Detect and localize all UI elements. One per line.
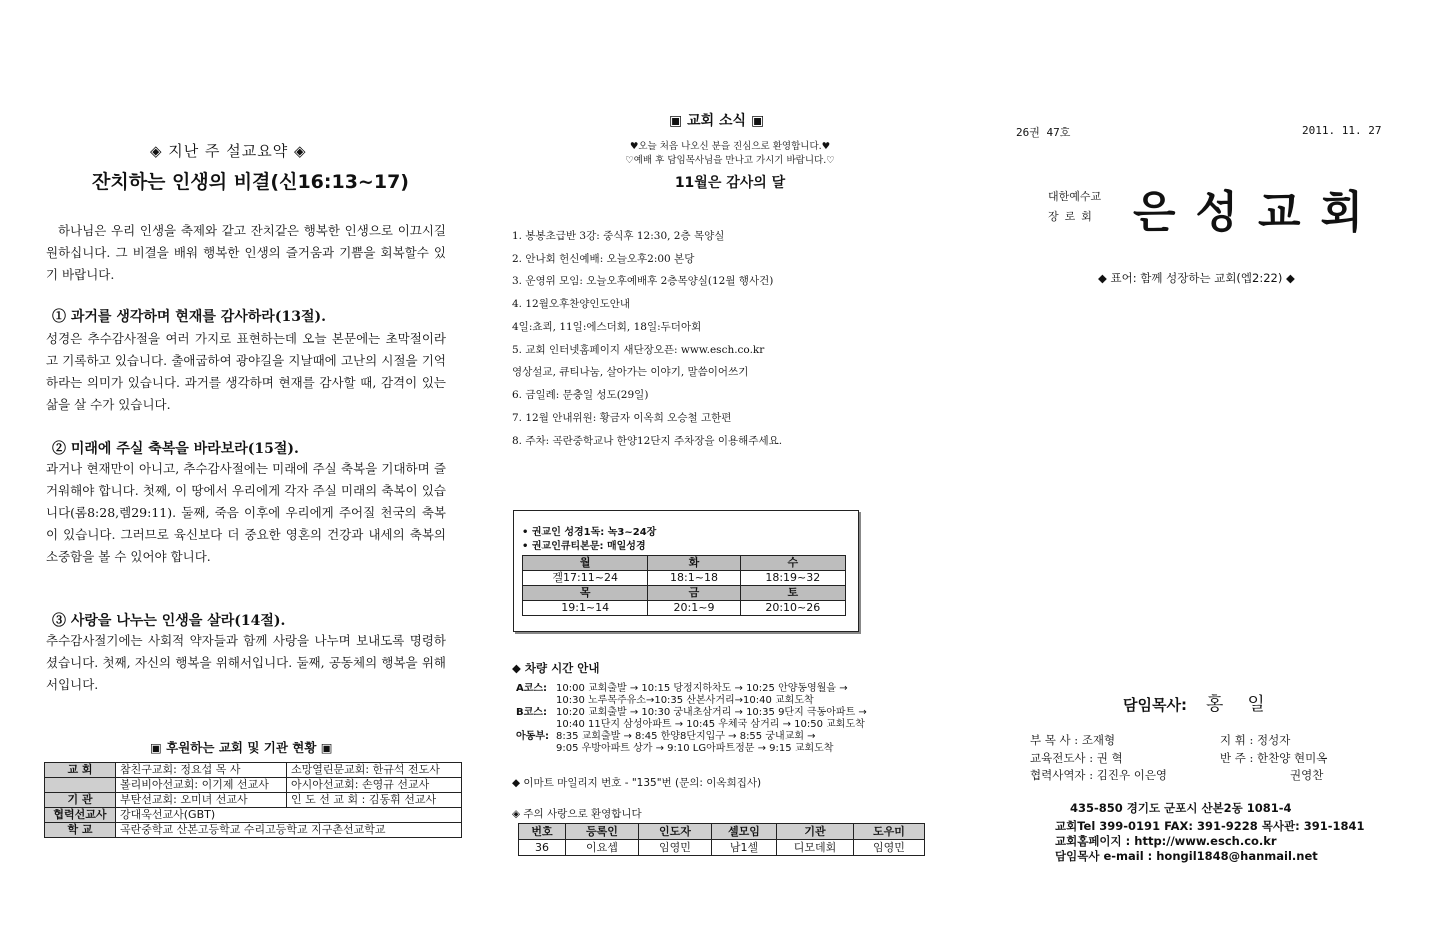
church-motto: ◆ 표어: 함께 성장하는 교회(엡2:22) ◆ [1098, 271, 1295, 285]
reading-passage: 겔17:11~24 [523, 571, 648, 586]
day-header: 목 [523, 586, 648, 601]
news-item: 7. 12월 안내위원: 황금자 이옥희 오승철 고한편 [512, 412, 732, 424]
senior-pastor-name: 홍일 [1206, 694, 1289, 715]
reading-plan-line: • 권교인큐티본문: 매일성경 [522, 541, 646, 552]
sermon-point-1-body: 성경은 추수감사절을 여러 가지로 표현하는데 오늘 본문에는 초막절이라고 기록하고 있습니다. 출애굽하여 광야길을 지날때에 고난의 시절을 기억하라는 의미가 있습니다. 과거를 생각하며 현재를 감사할 때, 감격이 있는 삶을 살 수가 있습니다. [46, 331, 446, 412]
bus-route-text: 9:05 우방아파트 상가 → 9:10 LG아파트정문 → 9:15 교회도착 [556, 743, 834, 754]
sermon-point-3-heading: ③ 사랑을 나누는 인생을 살라(14절). [52, 613, 286, 629]
news-item: 영상설교, 큐티나눔, 살아가는 이야기, 말씀이어쓰기 [512, 366, 749, 378]
support-category [45, 778, 116, 793]
sermon-section-heading: ◈ 지난 주 설교요약 ◈ [150, 142, 307, 160]
table-row [519, 824, 925, 840]
support-category: 학 교 [45, 823, 116, 838]
church-homepage[interactable]: 교회홈페이지 : http://www.esch.co.kr [1055, 834, 1277, 848]
support-section-title: ▣ 후원하는 교회 및 기관 현황 ▣ [150, 740, 333, 755]
support-entry: 볼리비아선교회: 이기제 선교사 [116, 778, 287, 793]
support-entry: 아시아선교회: 손영규 선교사 [287, 778, 462, 793]
day-header: 월 [523, 556, 648, 571]
support-category: 협력선교사 [45, 808, 116, 823]
support-entry: 강대욱선교사(GBT) [116, 808, 462, 823]
table-row [519, 840, 925, 856]
table-header: 기관 [777, 824, 854, 840]
support-entry: 소망열린문교회: 한규석 전도사 [287, 763, 462, 778]
pastor-email[interactable]: 담임목사 e-mail : hongil1848@hanmail.net [1055, 849, 1318, 863]
table-header: 도우미 [854, 824, 925, 840]
sermon-intro: 하나님은 우리 인생을 축제와 같고 잔치같은 행복한 인생으로 이끄시길 원하십니다. 그 비결을 배워 행복한 인생의 즐거움과 기쁨을 회복할수 있기 바랍니다. [46, 223, 446, 282]
day-header: 수 [740, 556, 845, 571]
bus-route-text: 8:35 교회출발 → 8:45 한양8단지입구 → 8:55 궁내교회 → [556, 731, 816, 742]
sermon-point-1-heading: ① 과거를 생각하며 현재를 감사하라(13절). [52, 309, 326, 325]
welcome-table-title: ◈ 주의 사랑으로 환영합니다 [512, 808, 642, 820]
news-item: 4. 12월오후찬양인도안내 [512, 298, 631, 310]
table-cell: 36 [519, 840, 566, 856]
welcome-table [518, 823, 925, 856]
staff-entry: 교육전도사 : 권 혁 [1030, 751, 1123, 765]
support-entry: 참친구교회: 정요섭 목 사 [116, 763, 287, 778]
reading-passage: 18:19~32 [740, 571, 845, 586]
volume-number: 26권 47호 [1016, 126, 1071, 139]
table-header: 인도자 [639, 824, 712, 840]
reading-plan-line: • 권교인 성경1독: 녹3~24장 [522, 527, 657, 538]
table-row [523, 601, 846, 616]
table-cell: 디모데회 [777, 840, 854, 856]
staff-entry: 지 휘 : 정성자 [1220, 733, 1291, 747]
news-item: 1. 봉봉초급반 3강: 중식후 12:30, 2층 목양실 [512, 230, 725, 242]
news-item: 5. 교회 인터넷홈페이지 새단장오픈: www.esch.co.kr [512, 344, 765, 356]
reading-table [522, 555, 846, 616]
table-row [45, 808, 462, 823]
day-header: 화 [648, 556, 740, 571]
table-row [45, 763, 462, 778]
table-cell: 임영민 [639, 840, 712, 856]
support-table [44, 762, 462, 838]
staff-entry: 권영찬 [1290, 768, 1324, 782]
bus-route-text: 10:20 교회출발 → 10:30 궁내초삼거리 → 10:35 9단지 극동아파트 → [556, 707, 867, 718]
mileage-notice: ◆ 이마트 마일리지 번호 - "135"번 (문의: 이옥희집사) [512, 777, 762, 789]
table-row [523, 586, 846, 601]
table-cell: 임영민 [854, 840, 925, 856]
news-item: 3. 운영위 모임: 오늘오후예배후 2층목양실(12월 행사건) [512, 275, 774, 287]
staff-entry: 반 주 : 한찬양 현미옥 [1220, 751, 1328, 765]
news-title: ▣ 교회 소식 ▣ [669, 113, 765, 129]
welcome-message: ♡예배 후 담임목사님을 만나고 가시기 바랍니다.♡ [625, 155, 835, 166]
table-row [523, 556, 846, 571]
bus-route-text: 10:30 노루목주유소→10:35 산본사거리→10:40 교회도착 [556, 695, 814, 706]
bus-route-label: 아동부: [516, 731, 549, 742]
table-row [45, 778, 462, 793]
support-entry: 부탄선교회: 오미녀 선교사 [116, 793, 287, 808]
staff-entry: 협력사역자 : 김진우 이은영 [1030, 768, 1168, 782]
table-row [45, 793, 462, 808]
welcome-message: ♥오늘 처음 나오신 분을 진심으로 환영합니다.♥ [629, 141, 831, 152]
denomination-line-2: 장로회 [1048, 210, 1098, 223]
bulletin-date: 2011. 11. 27 [1302, 124, 1382, 137]
month-theme: 11월은 감사의 달 [674, 175, 786, 191]
sermon-point-2-heading: ② 미래에 주실 축복을 바라보라(15절). [52, 441, 299, 457]
sermon-point-3-body: 추수감사절기에는 사회적 약자들과 함께 사랑을 나누며 보내도록 명령하셨습니다. 첫째, 자신의 행복을 위해서입니다. 둘째, 공동체의 행복을 위해서입니다. [46, 633, 446, 692]
support-category: 기 관 [45, 793, 116, 808]
bus-route-text: 10:40 11단지 삼성아파트 → 10:45 우체국 삼거리 → 10:50 교회도착 [556, 719, 865, 730]
bus-route-text: 10:00 교회출발 → 10:15 당정지하차도 → 10:25 안양동영월을 → [556, 683, 848, 694]
church-address: 435-850 경기도 군포시 산본2동 1081-4 [1070, 801, 1292, 815]
table-row [523, 571, 846, 586]
support-category: 교 회 [45, 763, 116, 778]
sermon-point-2-body: 과거나 현재만이 아니고, 추수감사절에는 미래에 주실 축복을 기대하며 즐거워해야 합니다. 첫째, 이 땅에서 우리에게 각자 주실 미래의 축복이 있습니다(롬8:28,렘29:11). 둘째, 죽음 이후에 우리에게 주어질 천국의 축복이 있습니다. 그러므로 육신보다 더 중요한 영혼의 건강과 내세의 축복의 소중함을 볼 수 있어야 합니다. [46, 461, 446, 564]
bus-route-label: A코스: [516, 683, 548, 694]
day-header: 토 [740, 586, 845, 601]
table-header: 셀모임 [712, 824, 777, 840]
sermon-title: 잔치하는 인생의 비결(신16:13~17) [92, 171, 409, 193]
news-item: 2. 안나회 헌신예배: 오늘오후2:00 본당 [512, 253, 695, 265]
church-name: 은성교회 [1133, 187, 1384, 238]
table-header: 번호 [519, 824, 566, 840]
staff-entry: 부 목 사 : 조재형 [1030, 733, 1116, 747]
reading-passage: 20:1~9 [648, 601, 740, 616]
reading-passage: 19:1~14 [523, 601, 648, 616]
news-item: 4일:쵸쾨, 11일:에스더회, 18일:두더아회 [512, 321, 702, 333]
reading-passage: 18:1~18 [648, 571, 740, 586]
bus-route-label: B코스: [516, 707, 547, 718]
denomination-line-1: 대한예수교 [1048, 190, 1102, 203]
table-cell: 남1셀 [712, 840, 777, 856]
bible-reading-box [513, 510, 859, 632]
support-entry: 인 도 선 교 회 : 김동휘 선교사 [287, 793, 462, 808]
table-header: 등록인 [566, 824, 639, 840]
day-header: 금 [648, 586, 740, 601]
reading-passage: 20:10~26 [740, 601, 845, 616]
table-row [45, 823, 462, 838]
support-entry: 곡란중학교 산본고등학교 수리고등학교 지구촌선교학교 [116, 823, 462, 838]
church-phones: 교회Tel 399-0191 FAX: 391-9228 목사관: 391-1841 [1055, 819, 1365, 833]
senior-pastor-label: 담임목사: [1123, 696, 1187, 714]
news-item: 6. 금일례: 문충일 성도(29일) [512, 389, 649, 401]
news-item: 8. 주차: 곡란중학교나 한양12단지 주차장을 이용해주세요. [512, 435, 783, 447]
bus-schedule-title: ◆ 차량 시간 안내 [512, 661, 600, 675]
table-cell: 이요셉 [566, 840, 639, 856]
